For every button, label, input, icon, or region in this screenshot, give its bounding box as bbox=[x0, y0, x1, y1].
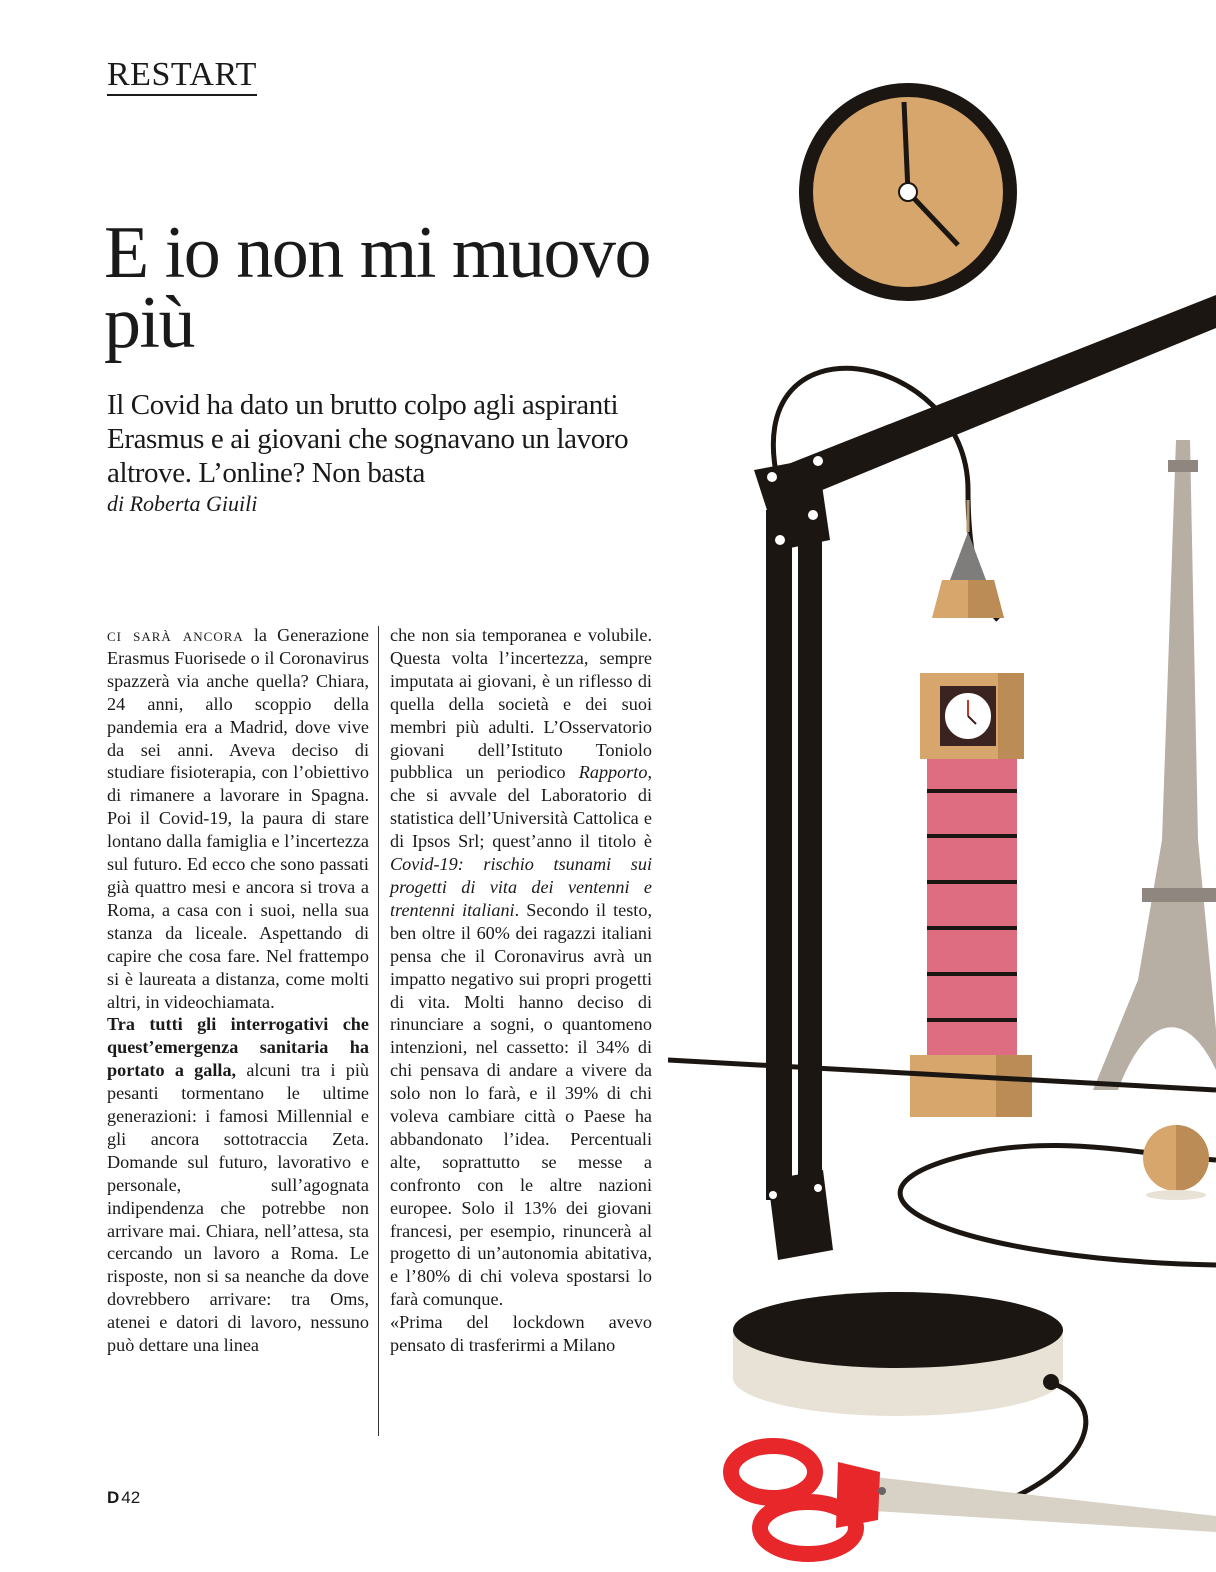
illustration bbox=[668, 80, 1216, 1572]
article-column-1 bbox=[107, 624, 369, 1357]
bold-lead: Tra tutti gli interrogativi che quest’emergenza sanitaria ha portato a galla, bbox=[107, 1014, 369, 1081]
paragraph-text: la Generazione Erasmus Fuorisede o il Coronavirus spazzerà via anche quella? Chiara, 24 anni, allo scoppio della pandemia era a Madrid, dove vive da sei anni. Aveva deciso di studiare fisioterapia, con l’obiettivo di rimanere a lavorare in Spagna. Poi il Covid-19, la paura di stare lontano dalla famiglia e l’incertezza sul futuro. Ed ecco che sono passati già quattro mesi e ancora si trova a Roma, a casa con i suoi, nella sua stanza da liceale. Aspettando di capire che cosa fare. Nel frattempo si è laureata a distanza, come molti altri, in videochiamata. bbox=[107, 625, 369, 1012]
page-number: 42 bbox=[121, 1488, 141, 1507]
paragraph-text: . Secondo il testo, ben oltre il 60% dei ragazzi italiani pensa che il Coronavirus avrà un impatto negativo sui propri progetti di vita. Molti hanno deciso di rinunciare a sogni, o quantomeno intenzioni, nel cassetto: il 34% di chi pensava di andare a vivere da solo non lo farà, e il 39% di chi voleva cambiare città o Paese ha abbandonato l’idea. Percentuali alte, soprattutto se messe a confronto con le altre nazioni europee. Solo il 13% dei giovani francesi, per esempio, rinuncerà al progetto di un’autonomia abitativa, e l’80% di chi voleva spostarsi lo farà comunque. bbox=[390, 899, 652, 1310]
magazine-logo: D bbox=[107, 1488, 120, 1507]
table-cable bbox=[668, 1060, 1216, 1500]
paragraph-text: , che si avvale del Laboratorio di statistica dell’Università Cattolica e di Ipsos Srl; quest’anno il titolo è bbox=[390, 762, 652, 852]
article-subtitle: Il Covid ha dato un brutto colpo agli aspiranti Erasmus e ai giovani che sognavano un lavoro altrove. L’online? Non basta bbox=[107, 389, 629, 489]
italic-text: Covid-19: rischio tsunami sui progetti di vita dei ventenni e trentenni italiani bbox=[390, 854, 652, 920]
paragraph-text: alcuni tra i più pesanti tormentano le ultime generazioni: i famosi Millennial e gli ancora sottotraccia Zeta. Domande sul futuro, lavorativo e personale, sull’agognata indipendenza che potrebbe non arrivare mai. Chiara, nell’attesa, sta cercando un lavoro a Roma. Le risposte, non si sa neanche da dove dovrebbero arrivare: tra Oms, atenei e datori di lavoro, nessuno può dettare una linea bbox=[107, 1060, 369, 1356]
wooden-ball-icon bbox=[1143, 1125, 1209, 1200]
paragraph bbox=[390, 1311, 652, 1357]
eiffel-tower-icon bbox=[1093, 440, 1216, 1090]
wall-clock-icon bbox=[806, 90, 1010, 294]
column-divider bbox=[378, 626, 379, 1436]
big-ben-icon bbox=[910, 500, 1032, 1117]
page-folio bbox=[107, 1488, 140, 1508]
lead-in: ci sarà ancora bbox=[107, 625, 244, 645]
article-byline: di Roberta Giuili bbox=[107, 491, 258, 516]
paragraph-text: che non sia temporanea e volubile. Questa volta l’incertezza, sempre imputata ai giovani, è un riflesso di quella della società e dei suoi membri più adulti. L’Osservatorio giovani dell’Istituto Toniolo pubblica un periodico bbox=[390, 625, 652, 783]
section-label: RESTART bbox=[107, 58, 257, 96]
article-column-2 bbox=[390, 624, 652, 1357]
italic-text: Rapporto bbox=[578, 762, 648, 783]
paragraph bbox=[390, 624, 652, 1311]
article-title: E io non mi muovo più bbox=[104, 212, 650, 364]
paragraph-text: «Prima del lockdown avevo pensato di trasferirmi a Milano bbox=[390, 1312, 652, 1356]
paragraph bbox=[107, 624, 369, 1013]
paragraph bbox=[107, 1013, 369, 1357]
scissors-icon bbox=[731, 1446, 1216, 1554]
